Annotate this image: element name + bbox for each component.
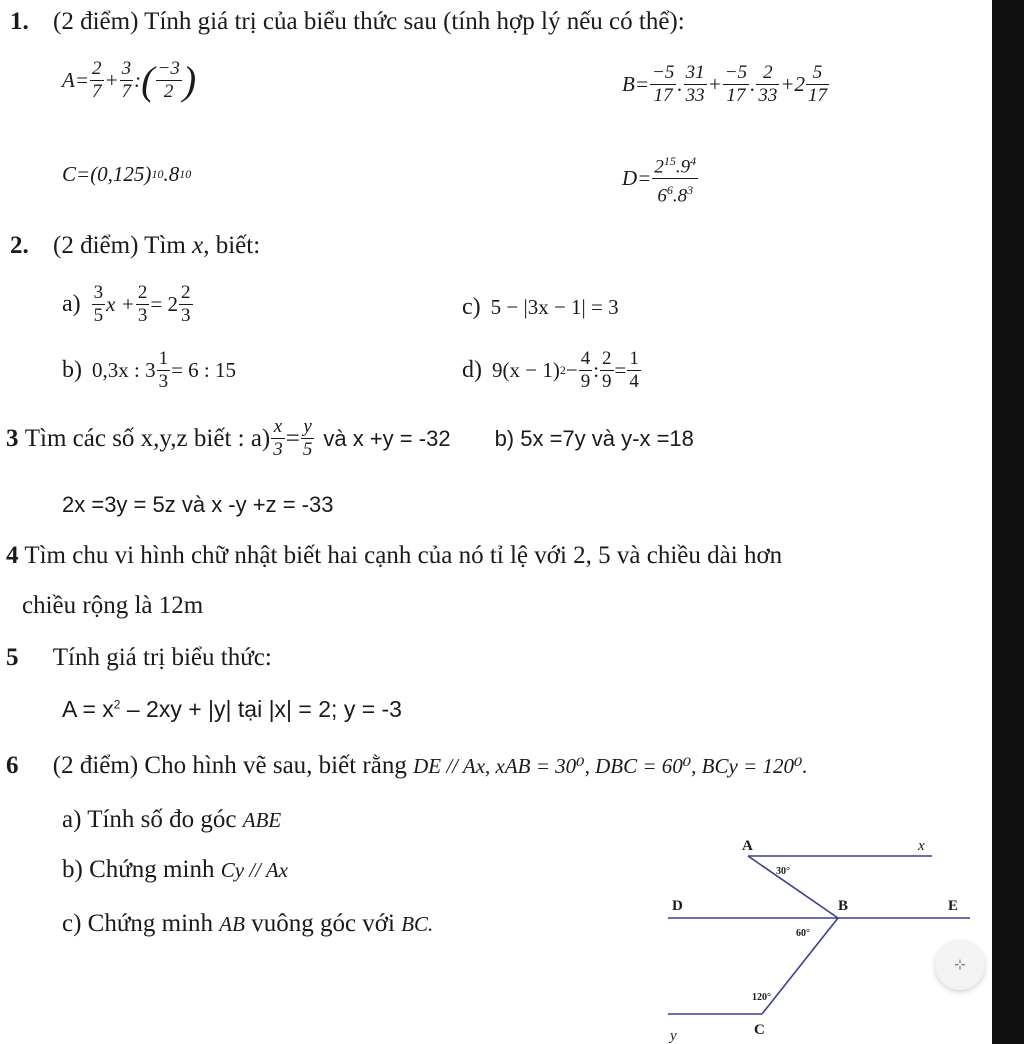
fraction: $\frac{2}{7}$ — [92, 58, 102, 102]
label-C: C — [754, 1022, 765, 1038]
q2-text: (2 điểm) Tìm — [53, 232, 186, 259]
operator: : — [134, 68, 142, 92]
q5-number: 5 — [6, 644, 19, 671]
angle-A: 30° — [776, 866, 790, 877]
item-label: a) — [62, 291, 81, 317]
base: (0,125) — [90, 162, 152, 186]
q6-text: (2 điểm) Cho hình vẽ sau, biết rằng — [52, 752, 407, 779]
q5-text: Tính giá trị biểu thức: — [52, 644, 272, 671]
fraction: $\frac{-5}{17}$ — [652, 62, 675, 106]
item-text: c) Chứng minh — [62, 910, 214, 937]
operator: . — [750, 72, 756, 96]
condition-a: và x +y = -32 — [323, 425, 451, 451]
operator: +2 — [780, 72, 805, 96]
fraction: $\frac{-3}{2}$ — [157, 58, 180, 102]
q1-text: (2 điểm) Tính giá trị của biểu thức sau (tính hợp lý nếu có thể): — [53, 8, 685, 35]
label-B: B — [838, 898, 849, 914]
expr: A = x — [62, 696, 114, 722]
factor: .8 — [163, 162, 180, 186]
math: Cy // Ax — [220, 858, 288, 882]
operator: = — [285, 424, 300, 452]
lhs: A — [62, 68, 75, 92]
fraction: $\frac{1}{4}$ — [629, 348, 639, 392]
lhs: C — [62, 162, 77, 186]
expr: 9(x − 1) — [492, 358, 560, 382]
fraction: $\frac{2}{3}$ — [181, 282, 191, 326]
fraction: $\frac{31}{33}$ — [685, 62, 705, 106]
label-x: x — [918, 838, 925, 854]
fraction: $\frac{2^{15}.9^4}{6^6.8^3}$ — [652, 150, 698, 208]
fraction: $\frac{2}{33}$ — [758, 62, 778, 106]
operator: − — [565, 358, 578, 382]
item-text: a) Tính số đo góc — [62, 806, 237, 833]
label-A: A — [742, 838, 753, 854]
fraction: $\frac{1}{3}$ — [158, 348, 169, 392]
exponent: 2 — [559, 363, 566, 377]
q2-number: 2. — [10, 232, 29, 259]
q4-line2: chiều rộng là 12m — [22, 592, 204, 619]
fraction: $\frac{x}{3}$ — [273, 416, 283, 460]
expr: 5 − |3x − 1| = 3 — [490, 295, 619, 319]
angle-B: 60° — [796, 928, 810, 939]
expr-D: D = $\frac{2^{15}.9^4}{6^6.8^3}$ — [622, 150, 699, 208]
lhs: B — [622, 72, 635, 96]
expr: x + — [106, 292, 135, 316]
label-D: D — [672, 898, 683, 914]
fraction: $\frac{2}{9}$ — [602, 348, 612, 392]
label-E: E — [948, 898, 959, 914]
math: AB — [219, 912, 245, 936]
q3-number: 3 — [6, 424, 19, 452]
exponent: 10 — [151, 167, 164, 181]
label-y: y — [670, 1028, 677, 1044]
item-text: vuông góc với — [251, 910, 395, 937]
variable: x — [192, 232, 204, 259]
exponent: 10 — [179, 167, 192, 181]
exponent: 2 — [113, 697, 121, 712]
segment-AB — [748, 856, 838, 918]
q3-text: Tìm các số x,y,z biết : a) — [24, 424, 271, 452]
fraction: $\frac{5}{17}$ — [808, 62, 827, 106]
q1-number: 1. — [10, 8, 29, 35]
q2-text-post: , biết: — [203, 232, 261, 259]
item-label: c) — [462, 294, 481, 320]
fraction: $\frac{-5}{17}$ — [724, 62, 748, 106]
item-label: b) — [62, 357, 82, 383]
math: ABE — [242, 808, 282, 832]
operator: = — [614, 358, 627, 382]
math: BC. — [401, 912, 434, 936]
item-text: b) Chứng minh — [62, 856, 215, 883]
operator: : — [593, 358, 600, 382]
q6-number: 6 — [6, 752, 19, 779]
item-label: d) — [462, 357, 482, 383]
q4-text: Tìm chu vi hình chữ nhật biết hai cạnh của nó tỉ lệ với 2, 5 và chiều dài hơn — [24, 542, 783, 569]
collapse-button[interactable] — [935, 940, 985, 990]
fraction: $\frac{2}{3}$ — [137, 282, 148, 326]
expr: 0,3x : 3 — [92, 358, 156, 382]
operator: . — [677, 72, 683, 96]
collapse-icon: ⊹ — [954, 957, 966, 973]
fraction: $\frac{y}{5}$ — [302, 416, 313, 460]
q3-c: 2x =3y = 5z và x -y +z = -33 — [62, 492, 334, 517]
fraction: $\frac{4}{9}$ — [580, 348, 591, 392]
angle-C: 120° — [752, 992, 771, 1003]
fraction: $\frac{3}{7}$ — [121, 58, 132, 102]
operator: + — [707, 72, 722, 96]
expr-B: B = $\frac{-5}{17}$ . $\frac{31}{33}$ + $\frac{-5}{17}$ . $\frac{2}{33}$ +2 $\frac{5}{17}$ — [622, 62, 827, 106]
q6-condition: DE // Ax, xAB = 30⁰, DBC = 60⁰, BCy = 120⁰. — [413, 754, 808, 778]
fraction: $\frac{3}{5}$ — [93, 282, 104, 326]
expr-A: A = $\frac{2}{7}$ + $\frac{3}{7}$ : ( $\frac{-3}{2}$ ) — [62, 57, 197, 103]
expr: – 2xy + |y| tại |x| = 2; y = -3 — [120, 696, 402, 722]
expr-C: C = (0,125) 10 .8 10 — [62, 162, 192, 186]
expr: = 6 : 15 — [171, 358, 237, 382]
right-edge-bar — [992, 0, 1024, 1044]
expr: = 2 — [150, 292, 178, 316]
lhs: D — [622, 166, 638, 191]
condition-b: b) 5x =7y và y-x =18 — [494, 425, 694, 451]
q4-number: 4 — [6, 542, 19, 569]
operator: + — [104, 68, 119, 92]
